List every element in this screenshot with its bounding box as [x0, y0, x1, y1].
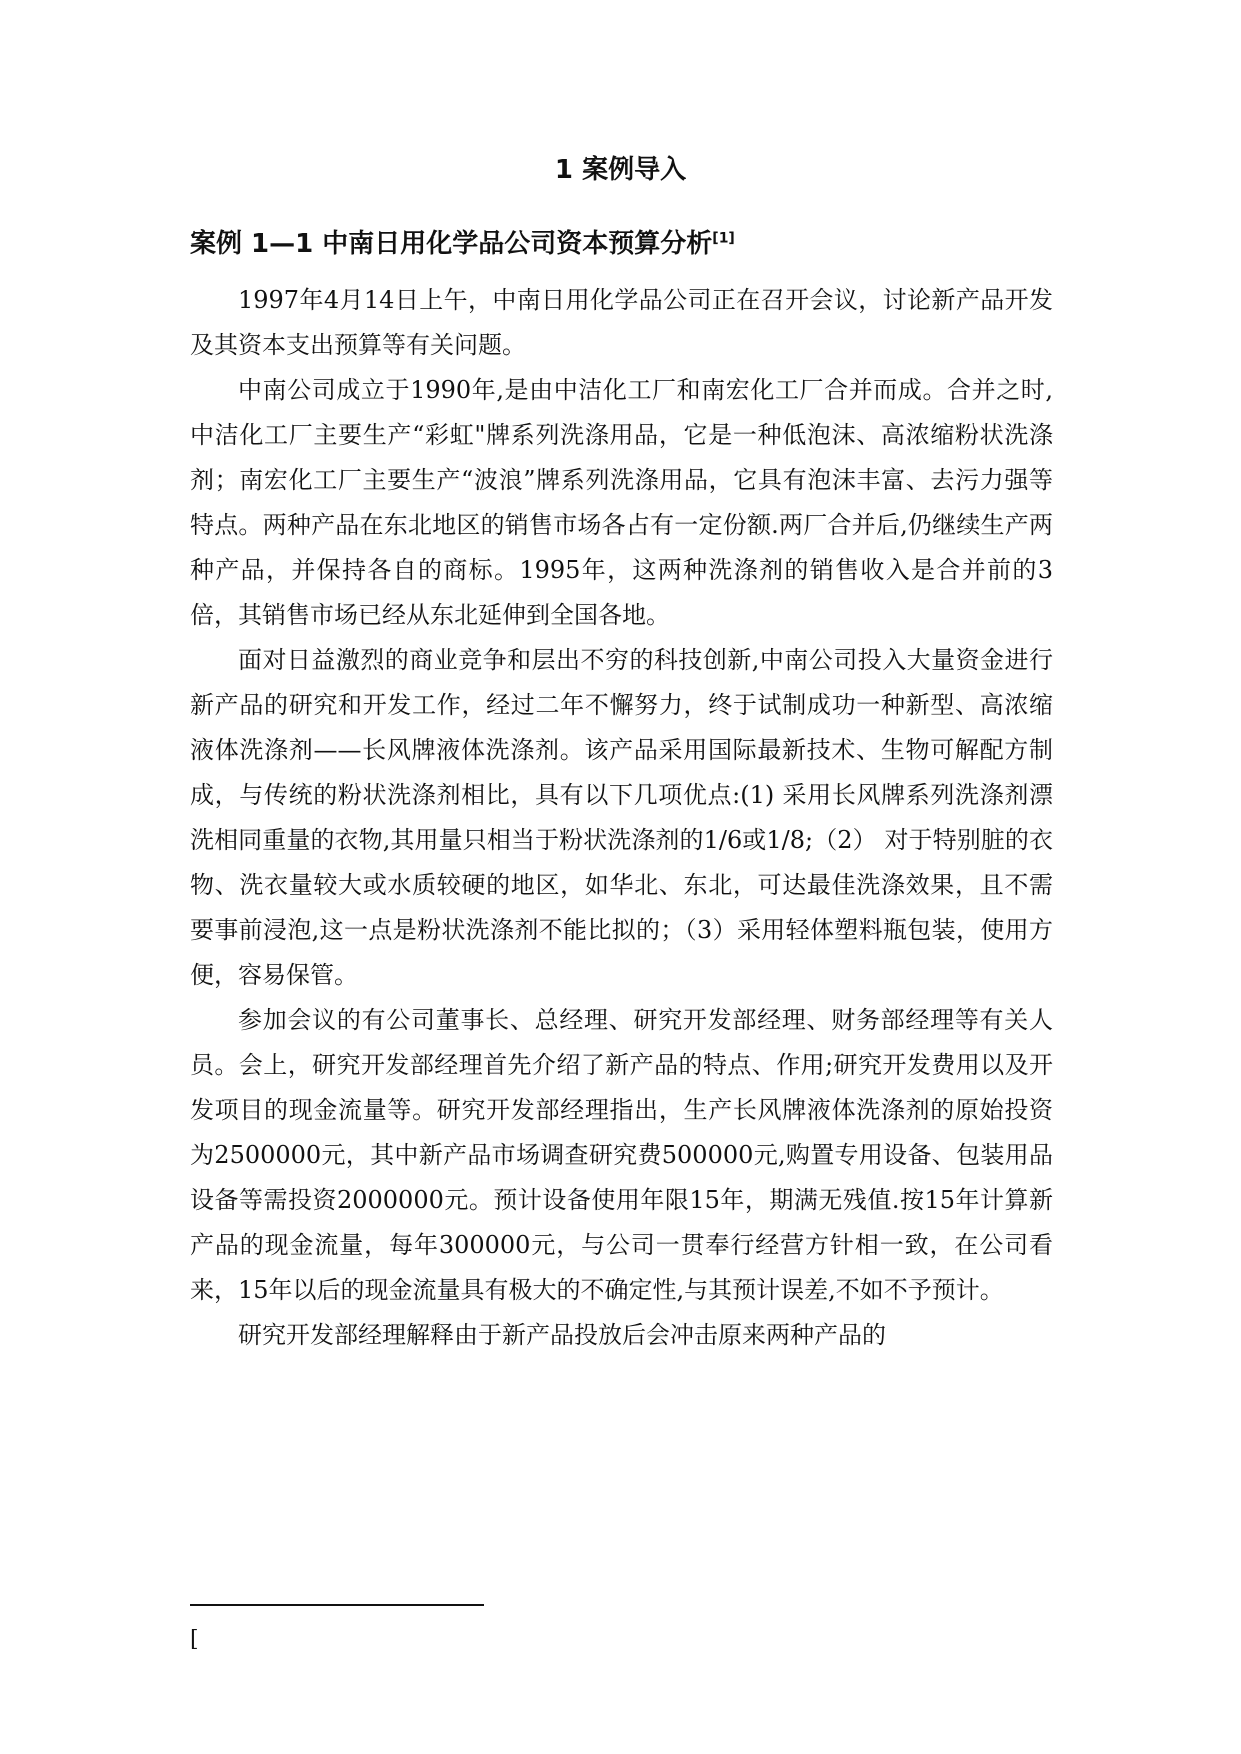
footnote-text: [ [190, 1627, 199, 1652]
case-title [190, 226, 1060, 262]
paragraph: 1997年4月14日上午，中南日用化学品公司正在召开会议，讨论新产品开发及其资本支出预算等有关问题。 [190, 286, 1053, 359]
case-title-text: 案例 1—1 中南日用化学品公司资本预算分析 [190, 229, 713, 259]
paragraph: 面对日益激烈的商业竞争和层出不穷的科技创新,中南公司投入大量资金进行新产品的研究和开发工作，经过二年不懈努力，终于试制成功一种新型、高浓缩液体洗涤剂——长风牌液体洗涤剂。该产品采用国际最新技术、生物可解配方制成，与传统的粉状洗涤剂相比，具有以下几项优点:(1) 采用长风牌系列洗涤剂漂洗相同重量的衣物,其用量只相当于粉状洗涤剂的1/6或1/8;（2） 对于特别脏的衣物、洗衣量较大或水质较硬的地区，如华北、东北，可达最佳洗涤效果，且不需要事前浸泡,这一点是粉状洗涤剂不能比拟的；（3）采用轻体塑料瓶包装，使用方便，容易保管。 [190, 646, 1053, 989]
section-title: 1 案例导入 [554, 155, 687, 185]
paragraph: 参加会议的有公司董事长、总经理、研究开发部经理、财务部经理等有关人员。会上，研究开发部经理首先介绍了新产品的特点、作用;研究开发费用以及开发项目的现金流量等。研究开发部经理指出，生产长风牌液体洗涤剂的原始投资为2500000元，其中新产品市场调查研究费500000元,购置专用设备、包装用品设备等需投资2000000元。预计设备使用年限15年，期满无残值.按15年计算新产品的现金流量，每年300000元，与公司一贯奉行经营方针相一致，在公司看来，15年以后的现金流量具有极大的不确定性,与其预计误差,不如不予预计。 [190, 1006, 1053, 1304]
case-title-reference: [1] [712, 230, 735, 247]
footnote-divider [190, 1604, 484, 1606]
body-text [190, 278, 1053, 1358]
paragraph: 中南公司成立于1990年,是由中洁化工厂和南宏化工厂合并而成。合并之时,中洁化工厂主要生产“彩虹"牌系列洗涤用品，它是一种低泡沫、高浓缩粉状洗涤剂；南宏化工厂主要生产“波浪”牌系列洗涤用品，它具有泡沫丰富、去污力强等特点。两种产品在东北地区的销售市场各占有一定份额.两厂合并后,仍继续生产两种产品，并保持各自的商标。1995年，这两种洗涤剂的销售收入是合并前的3倍，其销售市场已经从东北延伸到全国各地。 [190, 376, 1053, 629]
paragraph: 研究开发部经理解释由于新产品投放后会冲击原来两种产品的 [238, 1321, 886, 1349]
